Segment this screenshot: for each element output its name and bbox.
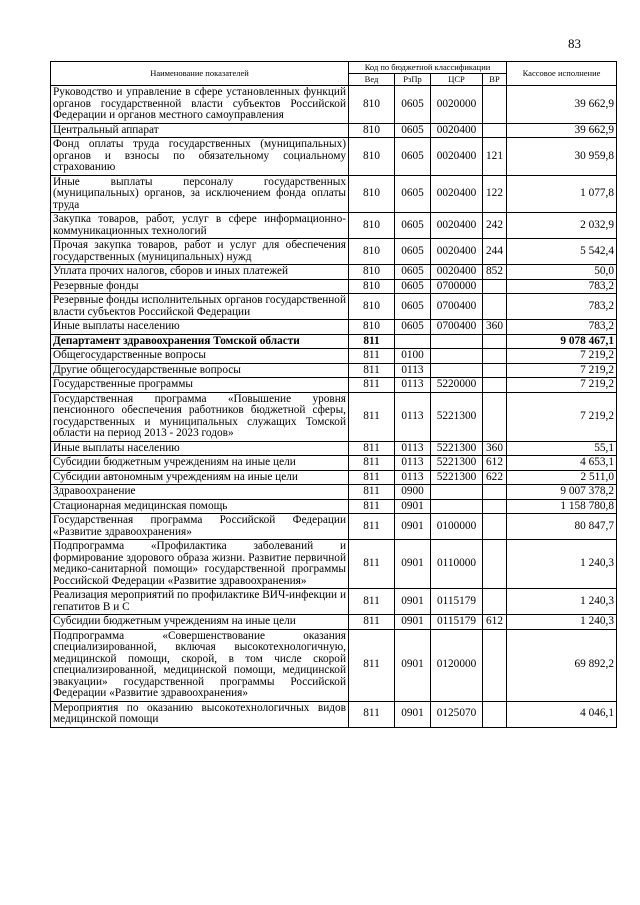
cell-name: Иные выплаты населению <box>51 441 349 456</box>
cell-csr: 0020400 <box>431 265 483 280</box>
cell-amount: 9 007 378,2 <box>507 485 617 500</box>
cell-rzpr: 0113 <box>395 378 431 393</box>
cell-rzpr: 0605 <box>395 265 431 280</box>
cell-amount: 55,1 <box>507 441 617 456</box>
cell-vr <box>483 363 507 378</box>
table-row <box>51 138 617 176</box>
cell-ved: 810 <box>349 213 395 239</box>
cell-vr: 242 <box>483 213 507 239</box>
cell-rzpr: 0901 <box>395 701 431 727</box>
cell-rzpr: 0901 <box>395 589 431 615</box>
table-body <box>51 86 617 728</box>
cell-ved: 811 <box>349 363 395 378</box>
cell-csr: 0700400 <box>431 320 483 335</box>
cell-amount: 1 077,8 <box>507 175 617 213</box>
cell-vr <box>483 294 507 320</box>
cell-name: Иные выплаты персоналу государственных (муниципальных) органов, за исключением фонда оплаты труда <box>51 175 349 213</box>
cell-amount: 50,0 <box>507 265 617 280</box>
table-row <box>51 279 617 294</box>
cell-name: Субсидии бюджетным учреждениям на иные цели <box>51 456 349 471</box>
cell-ved: 811 <box>349 334 395 349</box>
table-row <box>51 392 617 441</box>
cell-amount: 2 032,9 <box>507 213 617 239</box>
cell-csr: 0020400 <box>431 123 483 138</box>
cell-name: Фонд оплаты труда государственных (муниципальных) органов и взносы по обязательному социальному страхованию <box>51 138 349 176</box>
cell-rzpr: 0901 <box>395 540 431 589</box>
cell-ved: 810 <box>349 239 395 265</box>
cell-csr: 5221300 <box>431 392 483 441</box>
header-csr: ЦСР <box>431 74 483 86</box>
table-row <box>51 334 617 349</box>
cell-csr <box>431 485 483 500</box>
table-row <box>51 629 617 701</box>
table-row <box>51 514 617 540</box>
cell-amount: 4 653,1 <box>507 456 617 471</box>
table-row <box>51 485 617 500</box>
cell-name: Уплата прочих налогов, сборов и иных платежей <box>51 265 349 280</box>
cell-rzpr: 0113 <box>395 441 431 456</box>
cell-ved: 811 <box>349 514 395 540</box>
cell-rzpr: 0113 <box>395 456 431 471</box>
cell-csr: 0100000 <box>431 514 483 540</box>
table-row <box>51 349 617 364</box>
cell-amount: 7 219,2 <box>507 392 617 441</box>
cell-name: Здравоохранение <box>51 485 349 500</box>
cell-csr: 0020400 <box>431 213 483 239</box>
cell-csr: 5221300 <box>431 441 483 456</box>
cell-csr: 0020000 <box>431 86 483 124</box>
cell-vr <box>483 392 507 441</box>
cell-amount: 783,2 <box>507 320 617 335</box>
cell-name: Субсидии бюджетным учреждениям на иные цели <box>51 615 349 630</box>
cell-rzpr: 0605 <box>395 279 431 294</box>
cell-amount: 783,2 <box>507 279 617 294</box>
cell-csr: 0700000 <box>431 279 483 294</box>
cell-csr: 0125070 <box>431 701 483 727</box>
cell-rzpr: 0605 <box>395 138 431 176</box>
cell-ved: 811 <box>349 392 395 441</box>
cell-ved: 810 <box>349 86 395 124</box>
cell-amount: 1 240,3 <box>507 589 617 615</box>
cell-ved: 810 <box>349 294 395 320</box>
cell-ved: 811 <box>349 470 395 485</box>
header-ved: Вед <box>349 74 395 86</box>
cell-csr: 0020400 <box>431 138 483 176</box>
cell-rzpr: 0901 <box>395 514 431 540</box>
cell-name: Государственная программа «Повышение уровня пенсионного обеспечения работников бюджетной сферы, государственных и муниципальных служащих Томской области на период 2013 - 2023 годов» <box>51 392 349 441</box>
cell-name: Департамент здравоохранения Томской области <box>51 334 349 349</box>
table-row <box>51 213 617 239</box>
cell-name: Центральный аппарат <box>51 123 349 138</box>
cell-amount: 2 511,0 <box>507 470 617 485</box>
cell-name: Иные выплаты населению <box>51 320 349 335</box>
cell-vr <box>483 485 507 500</box>
cell-rzpr: 0900 <box>395 485 431 500</box>
cell-ved: 811 <box>349 540 395 589</box>
cell-name: Прочая закупка товаров, работ и услуг для обеспечения государственных (муниципальных) нужд <box>51 239 349 265</box>
table-row <box>51 470 617 485</box>
cell-amount: 783,2 <box>507 294 617 320</box>
table-row <box>51 239 617 265</box>
cell-name: Субсидии автономным учреждениям на иные цели <box>51 470 349 485</box>
cell-ved: 811 <box>349 629 395 701</box>
cell-name: Подпрограмма «Профилактика заболеваний и формирование здорового образа жизни. Развитие первичной медико-санитарной помощи» государственной программы Российской Федерации «Развитие здравоохранения» <box>51 540 349 589</box>
table-row <box>51 441 617 456</box>
table-row <box>51 320 617 335</box>
cell-vr <box>483 334 507 349</box>
cell-ved: 810 <box>349 265 395 280</box>
cell-name: Закупка товаров, работ, услуг в сфере информационно-коммуникационных технологий <box>51 213 349 239</box>
cell-ved: 810 <box>349 279 395 294</box>
cell-csr: 0115179 <box>431 615 483 630</box>
cell-rzpr: 0901 <box>395 499 431 514</box>
cell-amount: 7 219,2 <box>507 378 617 393</box>
cell-amount: 39 662,9 <box>507 86 617 124</box>
header-amount: Кассовое исполнение <box>507 62 617 86</box>
cell-vr <box>483 514 507 540</box>
cell-rzpr: 0605 <box>395 213 431 239</box>
cell-csr: 0120000 <box>431 629 483 701</box>
cell-vr: 622 <box>483 470 507 485</box>
cell-amount: 1 240,3 <box>507 615 617 630</box>
cell-rzpr: 0113 <box>395 470 431 485</box>
cell-rzpr: 0605 <box>395 320 431 335</box>
cell-rzpr: 0605 <box>395 175 431 213</box>
cell-vr <box>483 499 507 514</box>
cell-ved: 810 <box>349 175 395 213</box>
cell-csr <box>431 334 483 349</box>
table-row <box>51 540 617 589</box>
cell-amount: 7 219,2 <box>507 363 617 378</box>
cell-csr: 0700400 <box>431 294 483 320</box>
cell-csr: 0020400 <box>431 175 483 213</box>
cell-vr <box>483 86 507 124</box>
cell-vr: 122 <box>483 175 507 213</box>
cell-ved: 810 <box>349 123 395 138</box>
cell-vr <box>483 629 507 701</box>
cell-rzpr: 0605 <box>395 294 431 320</box>
table-row <box>51 701 617 727</box>
table-row <box>51 363 617 378</box>
cell-vr <box>483 349 507 364</box>
cell-rzpr: 0605 <box>395 123 431 138</box>
cell-csr <box>431 363 483 378</box>
cell-vr: 121 <box>483 138 507 176</box>
cell-csr: 0110000 <box>431 540 483 589</box>
cell-vr <box>483 701 507 727</box>
cell-amount: 9 078 467,1 <box>507 334 617 349</box>
cell-ved: 811 <box>349 441 395 456</box>
cell-rzpr: 0605 <box>395 86 431 124</box>
cell-vr: 360 <box>483 441 507 456</box>
cell-amount: 7 219,2 <box>507 349 617 364</box>
cell-ved: 810 <box>349 320 395 335</box>
cell-csr: 5221300 <box>431 470 483 485</box>
cell-csr: 5221300 <box>431 456 483 471</box>
budget-execution-table <box>50 61 617 728</box>
cell-ved: 811 <box>349 485 395 500</box>
cell-rzpr: 0113 <box>395 363 431 378</box>
cell-amount: 39 662,9 <box>507 123 617 138</box>
cell-name: Другие общегосударственные вопросы <box>51 363 349 378</box>
cell-rzpr: 0113 <box>395 392 431 441</box>
table-row <box>51 589 617 615</box>
table-row <box>51 378 617 393</box>
header-code-group: Код по бюджетной классификации <box>349 62 507 74</box>
cell-name: Государственные программы <box>51 378 349 393</box>
cell-vr <box>483 589 507 615</box>
cell-vr <box>483 540 507 589</box>
cell-name: Реализация мероприятий по профилактике ВИЧ-инфекции и гепатитов В и С <box>51 589 349 615</box>
table-row <box>51 123 617 138</box>
cell-name: Руководство и управление в сфере установленных функций органов государственной власти субъектов Российской Федерации и органов местного самоуправления <box>51 86 349 124</box>
cell-amount: 30 959,8 <box>507 138 617 176</box>
table-row <box>51 294 617 320</box>
header-name: Наименование показателей <box>51 62 349 86</box>
cell-vr: 244 <box>483 239 507 265</box>
cell-vr: 612 <box>483 456 507 471</box>
cell-vr: 852 <box>483 265 507 280</box>
cell-name: Государственная программа Российской Федерации «Развитие здравоохранения» <box>51 514 349 540</box>
cell-ved: 811 <box>349 589 395 615</box>
cell-csr <box>431 499 483 514</box>
cell-ved: 811 <box>349 615 395 630</box>
cell-rzpr <box>395 334 431 349</box>
header-vr: ВР <box>483 74 507 86</box>
cell-amount: 80 847,7 <box>507 514 617 540</box>
cell-amount: 5 542,4 <box>507 239 617 265</box>
cell-amount: 69 892,2 <box>507 629 617 701</box>
cell-rzpr: 0605 <box>395 239 431 265</box>
table-row <box>51 615 617 630</box>
table-row <box>51 456 617 471</box>
cell-name: Подпрограмма «Совершенствование оказания специализированной, включая высокотехнологичную, медицинской помощи, скорой, в том числе скорой специализированной, медицинской помощи, медицинской эвакуации» государственной программы Российской Федерации «Развитие здравоохранения» <box>51 629 349 701</box>
cell-name: Стационарная медицинская помощь <box>51 499 349 514</box>
cell-name: Общегосударственные вопросы <box>51 349 349 364</box>
cell-name: Мероприятия по оказанию высокотехнологичных видов медицинской помощи <box>51 701 349 727</box>
cell-ved: 811 <box>349 499 395 514</box>
cell-vr: 612 <box>483 615 507 630</box>
cell-csr <box>431 349 483 364</box>
cell-vr <box>483 378 507 393</box>
cell-amount: 1 240,3 <box>507 540 617 589</box>
cell-ved: 810 <box>349 138 395 176</box>
cell-ved: 811 <box>349 701 395 727</box>
cell-name: Резервные фонды <box>51 279 349 294</box>
cell-csr: 5220000 <box>431 378 483 393</box>
cell-name: Резервные фонды исполнительных органов государственной власти субъектов Российской Федерации <box>51 294 349 320</box>
table-row <box>51 175 617 213</box>
cell-vr <box>483 279 507 294</box>
table-row <box>51 265 617 280</box>
cell-csr: 0115179 <box>431 589 483 615</box>
cell-rzpr: 0901 <box>395 629 431 701</box>
page-number: 83 <box>568 36 581 51</box>
cell-ved: 811 <box>349 456 395 471</box>
cell-ved: 811 <box>349 349 395 364</box>
header-rzpr: РзПр <box>395 74 431 86</box>
cell-amount: 4 046,1 <box>507 701 617 727</box>
table-row <box>51 86 617 124</box>
table-row <box>51 499 617 514</box>
cell-csr: 0020400 <box>431 239 483 265</box>
cell-rzpr: 0901 <box>395 615 431 630</box>
cell-ved: 811 <box>349 378 395 393</box>
cell-rzpr: 0100 <box>395 349 431 364</box>
cell-vr: 360 <box>483 320 507 335</box>
cell-amount: 1 158 780,8 <box>507 499 617 514</box>
cell-vr <box>483 123 507 138</box>
